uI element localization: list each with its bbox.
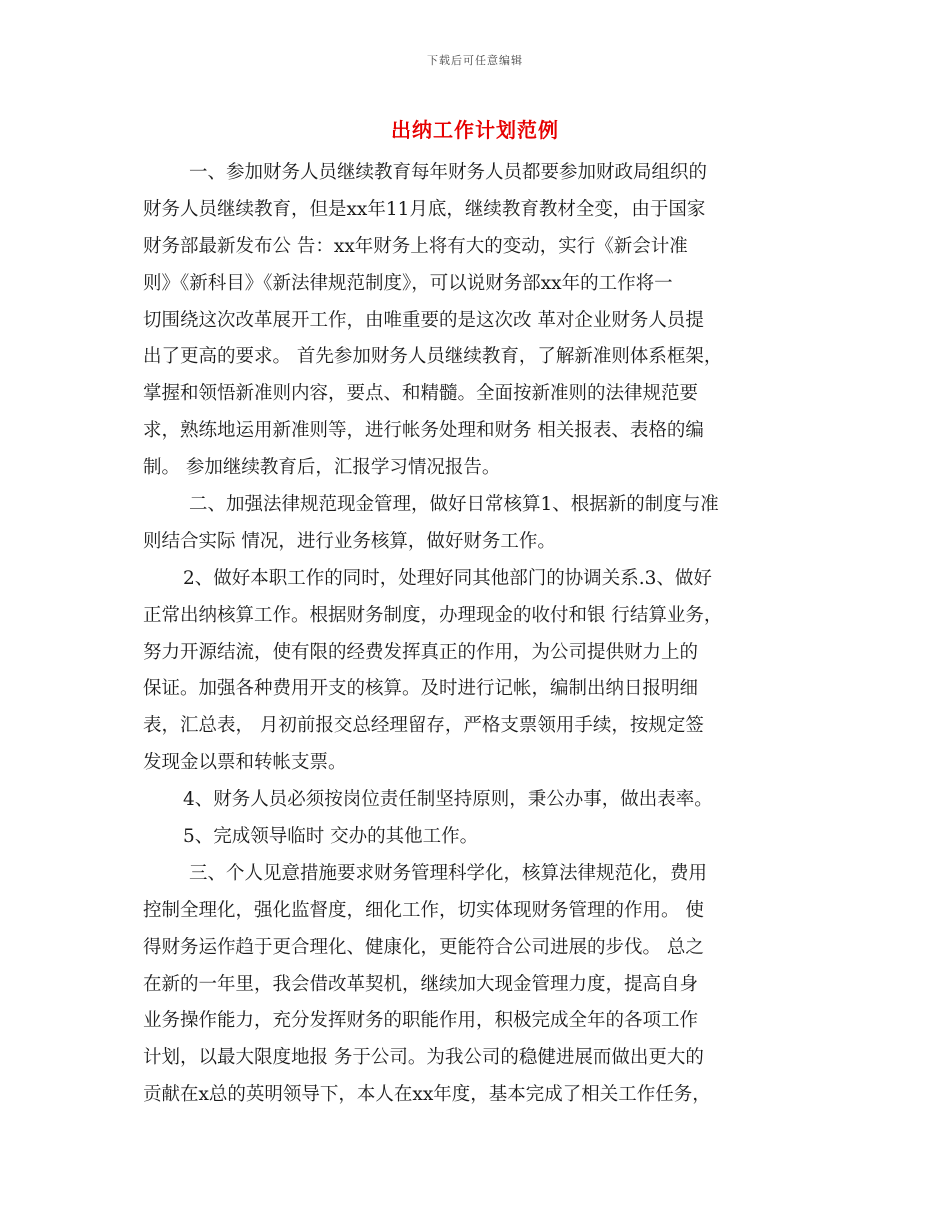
document-body — [143, 155, 811, 1114]
paragraph-line: 计划，以最大限度地报 务于公司。为我公司的稳健进展而做出更大的 — [143, 1047, 704, 1069]
paragraph-line: 财务人员继续教育，但是xx年11月底，继续教育教材全变，由于国家 — [143, 198, 706, 220]
paragraph-line: 三、个人见意措施要求财务管理科学化，核算法律规范化，费用 — [189, 862, 708, 884]
paragraph-line: 在新的一年里，我会借改革契机，继续加大现金管理力度，提高自身 — [143, 973, 699, 995]
paragraph-line: 控制全理化，强化监督度，细化工作，切实体现财务管理的作用。 使 — [143, 899, 704, 921]
document-title: 出纳工作计划范例 — [391, 118, 559, 142]
paragraph-line: 保证。加强各种费用开支的核算。及时进行记帐，编制出纳日报明细 — [143, 678, 699, 700]
paragraph-line: 贡献在x总的英明领导下，本人在xx年度，基本完成了相关工作任务， — [143, 1084, 711, 1106]
header-note: 下载后可任意编辑 — [427, 54, 523, 67]
paragraph-line: 求，熟练地运用新准则等，进行帐务处理和财务 相关报表、表格的编 — [143, 420, 704, 442]
paragraph-line: 切围绕这次改革展开工作，由唯重要的是这次改 革对企业财务人员提 — [143, 309, 704, 331]
paragraph-line: 业务操作能力，充分发挥财务的职能作用，积极完成全年的各项工作 — [143, 1010, 699, 1032]
paragraph-line: 一、参加财务人员继续教育每年财务人员都要参加财政局组织的 — [189, 162, 708, 183]
paragraph-line: 4、财务人员必须按岗位责任制坚持原则，秉公办事，做出表率。 — [183, 789, 713, 811]
paragraph-line: 掌握和领悟新准则内容，要点、和精髓。全面按新准则的法律规范要 — [143, 383, 699, 405]
paragraph-line: 2、做好本职工作的同时，处理好同其他部门的协调关系.3、做好 — [183, 567, 712, 589]
paragraph-line: 则》《新科目》《新法律规范制度》，可以说财务部xx年的工作将一 — [143, 272, 673, 294]
paragraph-line: 5、完成领导临时 交办的其他工作。 — [183, 826, 479, 848]
paragraph-line: 努力开源结流，使有限的经费发挥真正的作用，为公司提供财力上的 — [143, 641, 699, 663]
paragraph-line: 发现金以票和转帐支票。 — [143, 752, 347, 774]
paragraph-line: 则结合实际 情况，进行业务核算，做好财务工作。 — [143, 530, 556, 552]
paragraph-line: 制。 参加继续教育后，汇报学习情况报告。 — [143, 457, 501, 479]
paragraph-line: 正常出纳核算工作。根据财务制度，办理现金的收付和银 行结算业务， — [143, 604, 723, 626]
paragraph-line: 得财务运作趋于更合理化、健康化，更能符合公司进展的步伐。 总之 — [143, 936, 704, 958]
paragraph-line: 出了更高的要求。 首先参加财务人员继续教育，了解新准则体系框架， — [143, 346, 723, 368]
paragraph-line: 二、加强法律规范现金管理，做好日常核算1、根据新的制度与准 — [189, 494, 719, 516]
paragraph-line: 表，汇总表， 月初前报交总经理留存，严格支票领用手续，按规定签 — [143, 715, 704, 737]
paragraph-line: 财务部最新发布公 告：xx年财务上将有大的变动，实行《新会计准 — [143, 235, 688, 257]
